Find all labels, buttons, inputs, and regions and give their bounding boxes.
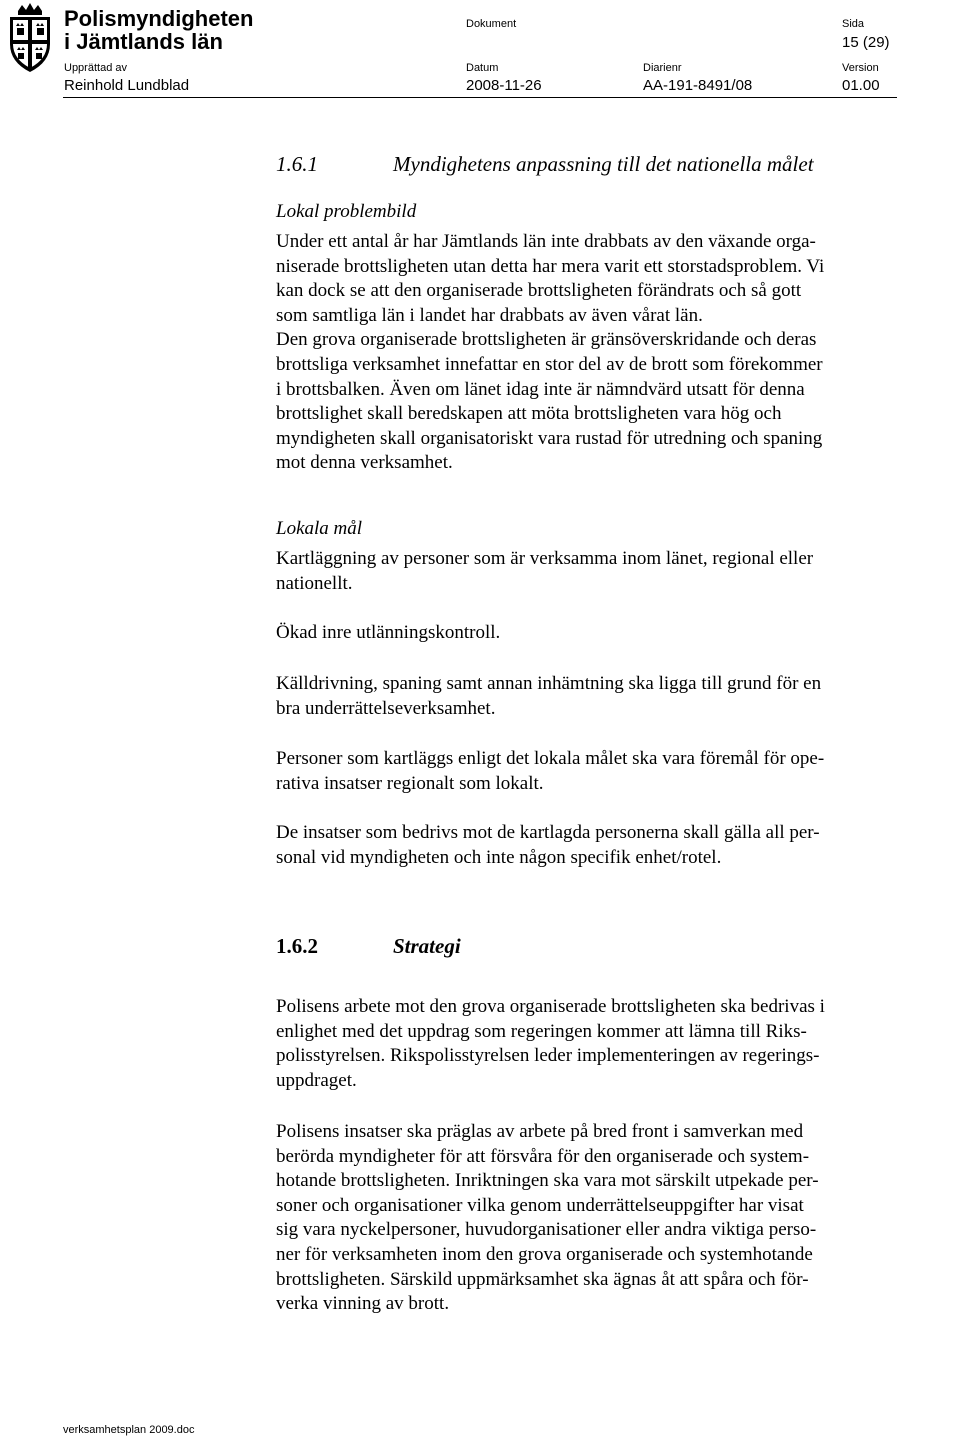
text-line: soner och organisationer vilka genom underrättelseuppgifter har visat xyxy=(276,1194,804,1216)
section-number: 1.6.2 xyxy=(276,934,318,958)
text-line: uppdraget. xyxy=(276,1069,357,1091)
text-line: Ökad inre utlänningskontroll. xyxy=(276,622,501,643)
text-line: brottslighet skall beredskapen att möta brottsligheten vara hög och xyxy=(276,403,782,425)
text-line: polisstyrelsen. Rikspolisstyrelsen leder implementeringen av regerings- xyxy=(276,1045,820,1067)
page-number: 15 (29) xyxy=(842,34,890,51)
subheading-local-problem: Lokal problembild xyxy=(276,201,417,222)
author-value: Reinhold Lundblad xyxy=(64,77,190,94)
text-line: Källdrivning, spaning samt annan inhämtning ska ligga till grund för en xyxy=(276,673,822,694)
text-line: brottsliga verksamhet innefattar en stor del av de brott som förekommer xyxy=(276,353,823,375)
text-line: verka vinning av brott. xyxy=(276,1293,450,1315)
police-crest-icon xyxy=(2,2,58,76)
text-line: Kartläggning av personer som är verksamma inom länet, regional eller xyxy=(276,548,814,569)
date-label: Datum xyxy=(466,62,499,74)
paragraph-goal-3 xyxy=(276,672,916,721)
section-title: Strategi xyxy=(393,934,461,958)
paragraph-goal-5 xyxy=(276,821,916,870)
text-line: Under ett antal år har Jämtlands län inte drabbats av den växande orga- xyxy=(276,231,816,252)
text-line: Polisens insatser ska präglas av arbete på bred front i samverkan med xyxy=(276,1121,804,1142)
text-line: Den grova organiserade brottsligheten är gränsöverskridande och deras xyxy=(276,329,817,351)
version-label: Version xyxy=(842,62,879,74)
text-line: rativa insatser regionalt som lokalt. xyxy=(276,772,544,794)
version-value: 01.00 xyxy=(842,77,880,94)
text-line: De insatser som bedrivs mot de kartlagda personerna skall gälla all per- xyxy=(276,822,820,843)
paragraph-goal-2 xyxy=(276,621,916,646)
paragraph-goal-1 xyxy=(276,547,916,596)
section-heading-1-6-2 xyxy=(276,934,916,958)
text-line: niserade brottsligheten utan detta har mera varit ett storstadsproblem. Vi xyxy=(276,255,825,277)
page-label: Sida xyxy=(842,18,865,30)
text-line: i brottsbalken. Även om länet idag inte är nämndvärd utsatt för denna xyxy=(276,378,805,400)
text-line: bra underrättelseverksamhet. xyxy=(276,697,496,719)
text-line: sig vara nyckelpersoner, huvudorganisationer eller andra viktiga perso- xyxy=(276,1219,817,1241)
footer-filename: verksamhetsplan 2009.doc xyxy=(63,1424,195,1436)
text-line: Polisens arbete mot den grova organiserade brottsligheten ska bedrivas i xyxy=(276,996,825,1017)
text-line: kan dock se att den organiserade brottsligheten förändrats och så gott xyxy=(276,280,802,302)
text-line: som samtliga län i landet har drabbats av även vårat län. xyxy=(276,304,703,326)
document-label: Dokument xyxy=(466,18,517,30)
section-title: Myndighetens anpassning till det nationella målet xyxy=(393,152,814,176)
author-label: Upprättad av xyxy=(64,62,127,74)
text-line: nationellt. xyxy=(276,572,353,594)
text-line: brottsligheten. Särskild uppmärksamhet ska ägnas åt att spåra och för- xyxy=(276,1268,809,1290)
text-line: hotande brottsligheten. Inriktningen ska vara mot särskilt utpekade per- xyxy=(276,1170,819,1192)
header-divider xyxy=(63,97,897,98)
paragraph-strategy-2 xyxy=(276,1120,916,1317)
text-line: mot denna verksamhet. xyxy=(276,452,453,474)
registry-label: Diarienr xyxy=(643,62,682,74)
text-line: Personer som kartläggs enligt det lokala målet ska vara föremål för ope- xyxy=(276,748,825,769)
organization-name-line1: Polismyndigheten xyxy=(64,6,254,31)
section-heading-1-6-1 xyxy=(276,152,916,176)
text-line: sonal vid myndigheten och inte någon specifik enhet/rotel. xyxy=(276,846,722,868)
text-line: enlighet med det uppdrag som regeringen kommer att lämna till Riks- xyxy=(276,1020,807,1042)
subheading-local-goals: Lokala mål xyxy=(276,518,363,539)
organization-name-line2: i Jämtlands län xyxy=(64,29,223,54)
text-line: ner för verksamheten inom den grova organiserade och systemhotande xyxy=(276,1243,813,1265)
paragraph-goal-4 xyxy=(276,747,916,796)
registry-value: AA-191-8491/08 xyxy=(643,77,753,94)
section-number: 1.6.1 xyxy=(276,152,318,176)
text-line: berörda myndigheter för att försvåra för den organiserade och system- xyxy=(276,1145,810,1167)
paragraph-local-problem xyxy=(276,230,916,476)
paragraph-strategy-1 xyxy=(276,995,916,1093)
text-line: myndigheten skall organisatoriskt vara rustad för utredning och spaning xyxy=(276,427,823,449)
date-value: 2008-11-26 xyxy=(466,77,542,94)
